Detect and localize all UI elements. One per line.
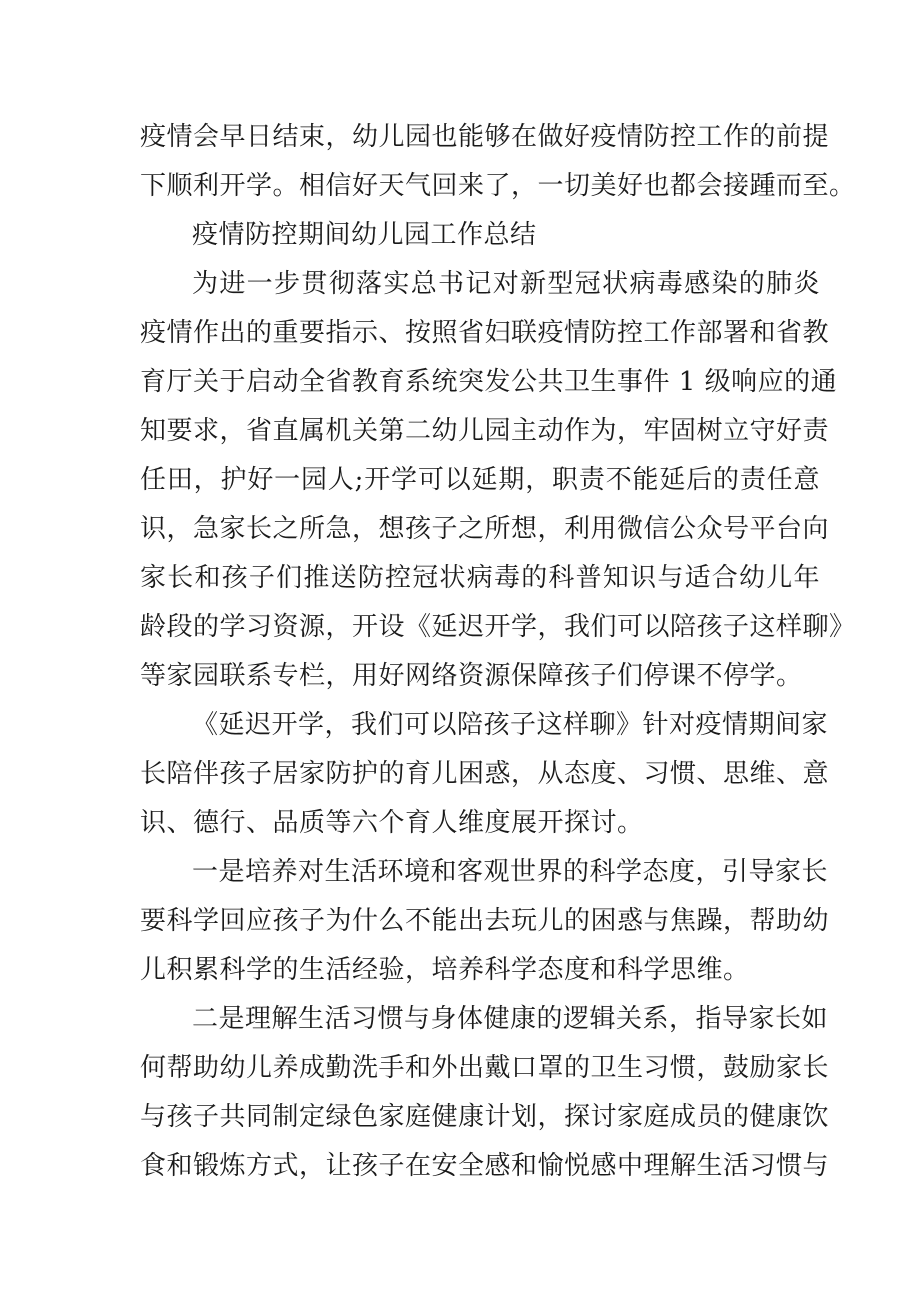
text-line: 知要求，省直属机关第二幼儿园主动作为，牢固树立守好责 (140, 416, 830, 446)
text-line: 一是培养对生活环境和客观世界的科学态度，引导家长 (192, 857, 829, 887)
text-line: 等家园联系专栏，用好网络资源保障孩子们停课不停学。 (140, 661, 803, 691)
text-line: 疫情会早日结束，幼儿园也能够在做好疫情防控工作的前提 (140, 122, 830, 152)
text-line: 要科学回应孩子为什么不能出去玩儿的困惑与焦躁，帮助幼 (140, 906, 830, 936)
text-line: 《延迟开学，我们可以陪孩子这样聊》针对疫情期间家 (192, 710, 829, 740)
text-line: 儿积累科学的生活经验，培养科学态度和科学思维。 (140, 955, 750, 985)
text-line: 下顺利开学。相信好天气回来了，一切美好也都会接踵而至。 (140, 171, 856, 201)
text-line: 何帮助幼儿养成勤洗手和外出戴口罩的卫生习惯，鼓励家长 (140, 1053, 830, 1083)
text-line: 食和锻炼方式，让孩子在安全感和愉悦感中理解生活习惯与 (140, 1151, 830, 1181)
text-line: 龄段的学习资源，开设《延迟开学，我们可以陪孩子这样聊》 (140, 612, 856, 642)
text-line: 育厅关于启动全省教育系统突发公共卫生事件 1 级响应的通 (140, 367, 838, 397)
text-line: 疫情作出的重要指示、按照省妇联疫情防控工作部署和省教 (140, 318, 830, 348)
text-line: 二是理解生活习惯与身体健康的逻辑关系，指导家长如 (192, 1004, 829, 1034)
text-line: 为进一步贯彻落实总书记对新型冠状病毒感染的肺炎 (192, 269, 820, 299)
text-line: 与孩子共同制定绿色家庭健康计划，探讨家庭成员的健康饮 (140, 1102, 830, 1132)
text-line: 长陪伴孩子居家防护的育儿困惑，从态度、习惯、思维、意 (140, 759, 830, 789)
text-line: 任田，护好一园人;开学可以延期，职责不能延后的责任意 (140, 465, 820, 495)
text-line: 识，急家长之所急，想孩子之所想，利用微信公众号平台向 (140, 514, 830, 544)
text-line: 识、德行、品质等六个育人维度展开探讨。 (140, 808, 644, 838)
text-line: 家长和孩子们推送防控冠状病毒的科普知识与适合幼儿年 (140, 563, 820, 593)
section-heading: 疫情防控期间幼儿园工作总结 (192, 220, 537, 250)
